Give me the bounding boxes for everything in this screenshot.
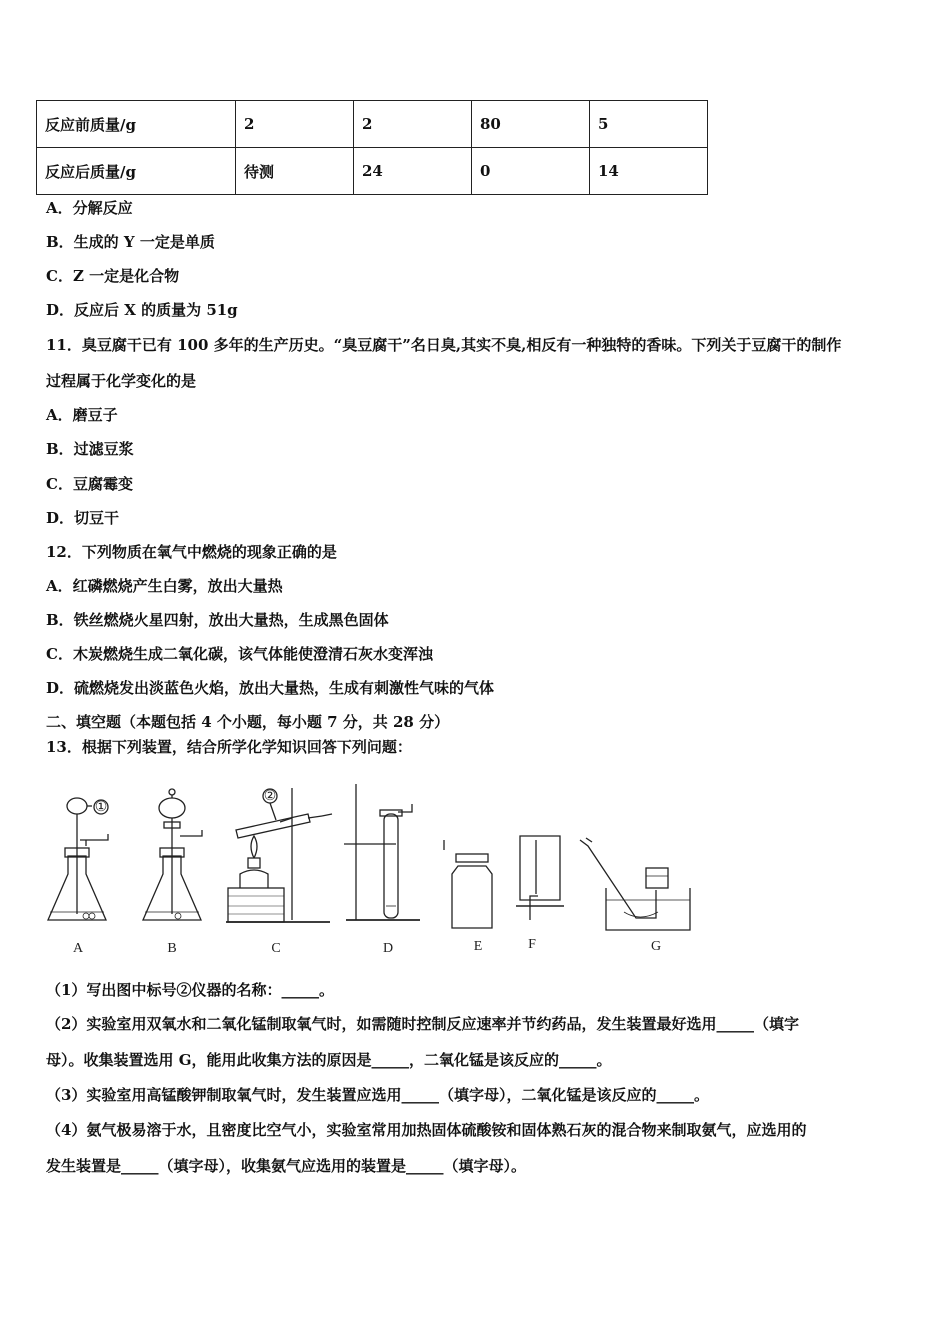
table-cell: 待测: [236, 148, 354, 195]
table-cell: 5: [590, 101, 708, 148]
table-cell: 0: [472, 148, 590, 195]
table-cell: 2: [236, 101, 354, 148]
table-cell: 2: [354, 101, 472, 148]
q12-option-c: C．木炭燃烧生成二氧化碳，该气体能使澄清石灰水变浑浊: [46, 645, 433, 663]
table-row: [37, 101, 708, 148]
marker-2: ②: [263, 789, 277, 804]
q10-option-a: A．分解反应: [46, 199, 133, 217]
apparatus-g: [580, 838, 690, 930]
table-cell: 24: [354, 148, 472, 195]
q11-option-d: D．切豆干: [46, 509, 120, 527]
q12-stem: 12．下列物质在氧气中燃烧的现象正确的是: [46, 543, 337, 561]
figure-label-f: F: [528, 937, 536, 952]
apparatus-b: [143, 789, 202, 920]
figure-label-d: D: [382, 941, 394, 956]
q12-option-d: D．硫燃烧发出淡蓝色火焰，放出大量热，生成有刺激性气味的气体: [46, 679, 495, 697]
apparatus-e: [444, 840, 492, 928]
q11-option-c: C．豆腐霉变: [46, 475, 133, 493]
q12-option-b: B．铁丝燃烧火星四射，放出大量热，生成黑色固体: [46, 611, 389, 629]
table-row: [37, 148, 708, 195]
table-cell: 14: [590, 148, 708, 195]
figure-label-e: E: [473, 939, 483, 954]
q13-part4-line2: 发生装置是_____（填字母），收集氨气应选用的装置是_____（填字母）。: [46, 1157, 527, 1175]
apparatus-d: [344, 784, 420, 920]
q13-stem: 13．根据下列装置，结合所学化学知识回答下列问题：: [46, 738, 412, 756]
q13-part3: （3）实验室用高锰酸钾制取氧气时，发生装置应选用_____（填字母），二氧化锰是该反应的_____。: [46, 1086, 709, 1104]
q13-part4-line1: （4）氨气极易溶于水，且密度比空气小，实验室常用加热固体硫酸铵和固体熟石灰的混合物来制取氨气，应选用的: [46, 1121, 807, 1139]
marker-1: ①: [94, 800, 108, 815]
table-cell: 反应后质量/g: [37, 148, 236, 195]
mass-table: [36, 100, 708, 195]
q13-part1: （1）写出图中标号②仪器的名称：_____。: [46, 981, 334, 999]
section-title: 二、填空题（本题包括 4 个小题，每小题 7 分，共 28 分）: [46, 713, 450, 731]
q11-stem-line1: 11．臭豆腐干已有 100 多年的生产历史。“臭豆腐干”名日臭,其实不臭,相反有一种独特的香味。下列关于豆腐干的制作: [46, 336, 842, 354]
q13-part2-line1: （2）实验室用双氧水和二氧化锰制取氧气时，如需随时控制反应速率并节约药品，发生装置最好选用_____（填字: [46, 1015, 799, 1033]
table-cell: 反应前质量/g: [37, 101, 236, 148]
apparatus-f: [516, 836, 564, 920]
apparatus-c: [226, 788, 332, 922]
figure-label-g: G: [650, 939, 662, 954]
figure-label-b: B: [167, 941, 177, 956]
table-cell: 80: [472, 101, 590, 148]
q11-option-a: A．磨豆子: [46, 406, 118, 424]
q11-option-b: B．过滤豆浆: [46, 440, 134, 458]
q10-option-d: D．反应后 X 的质量为 51g: [46, 301, 238, 319]
apparatus-a: [48, 798, 108, 920]
q13-part2-line2: 母）。收集装置选用 G，能用此收集方法的原因是_____，二氧化锰是该反应的_____。: [46, 1051, 612, 1069]
q11-stem-line2: 过程属于化学变化的是: [46, 372, 197, 390]
q10-option-c: C．Z 一定是化合物: [46, 267, 180, 285]
q10-option-b: B．生成的 Y 一定是单质: [46, 233, 215, 251]
q12-option-a: A．红磷燃烧产生白雾，放出大量热: [46, 577, 283, 595]
figure-label-c: C: [271, 941, 281, 956]
apparatus-figure: [40, 770, 700, 960]
figure-label-a: A: [72, 941, 84, 956]
